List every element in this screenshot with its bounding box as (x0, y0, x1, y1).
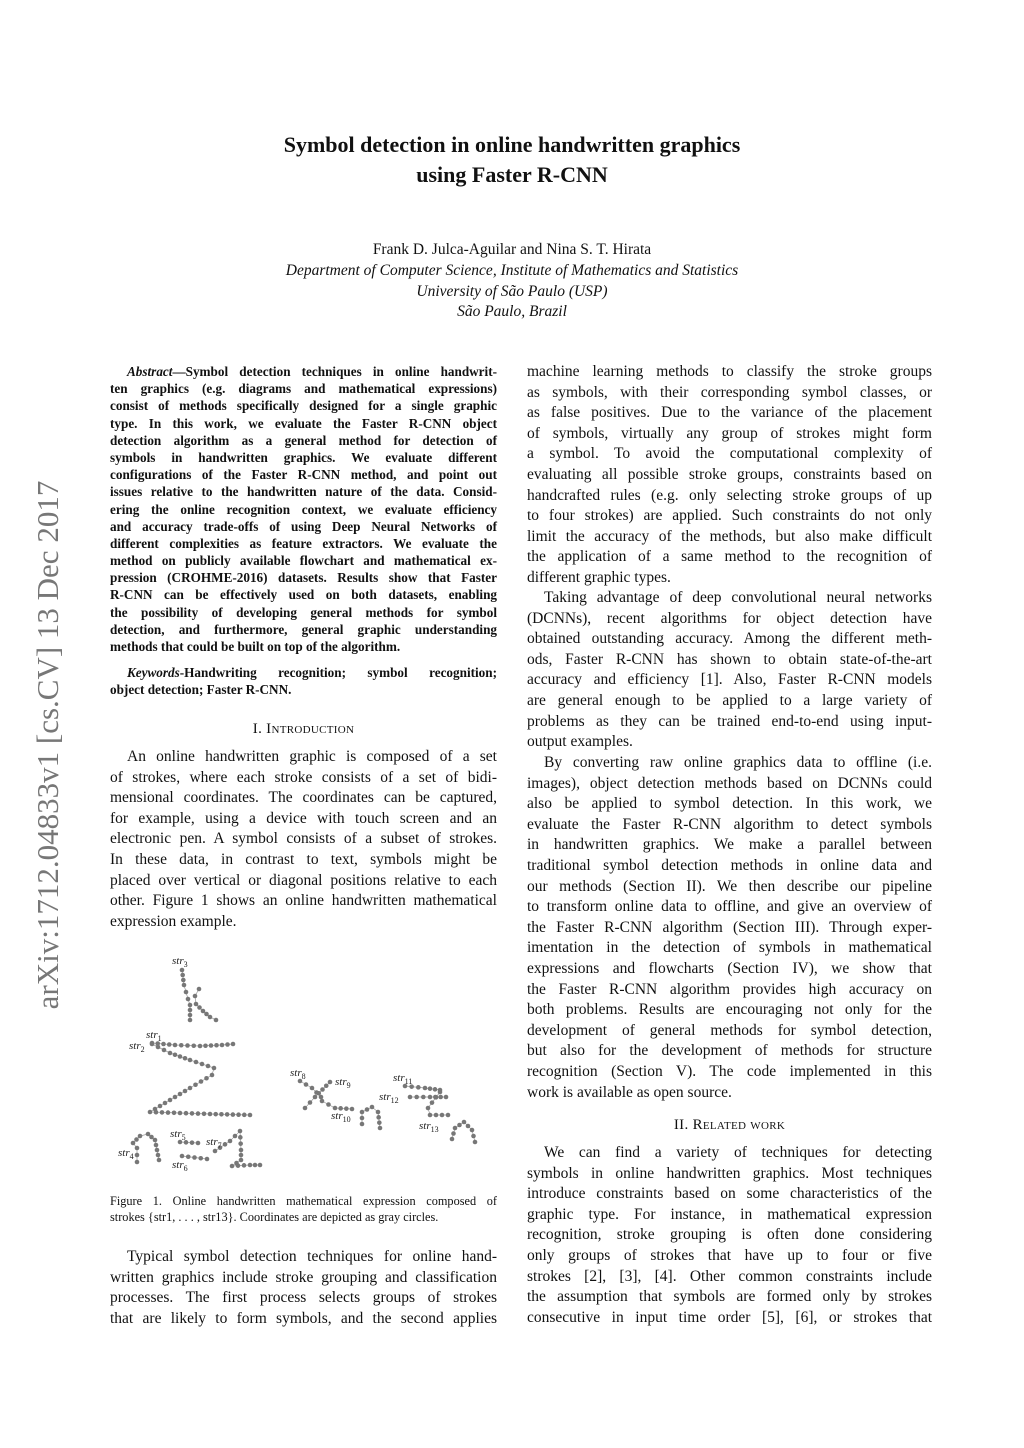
text-line: (DCNNs), recent algorithms for object detection have (527, 609, 932, 627)
coordinate-dot (167, 1042, 172, 1047)
coordinate-dot (258, 1163, 263, 1168)
caption-line: strokes {str1, . . . , str13}. Coordinates are depicted as gray circles. (110, 1210, 439, 1224)
coordinate-dot (440, 1113, 445, 1118)
coordinate-dot (188, 1086, 193, 1091)
text-line: other. Figure 1 shows an online handwritten mathematical (110, 892, 497, 910)
coordinate-dot (200, 1062, 205, 1067)
coordinate-dot (438, 1090, 443, 1095)
coordinate-dot (228, 1139, 233, 1144)
coordinate-dot (253, 1163, 258, 1168)
paragraph (110, 1247, 497, 1329)
coordinate-dot (304, 1082, 309, 1087)
text-line: mensional coordinates. The coordinates can be captured, (110, 789, 497, 807)
coordinate-dot (303, 1106, 308, 1111)
coordinate-dot (146, 1132, 151, 1137)
coordinate-dot (421, 1095, 426, 1100)
stroke-label: str$_7$ (206, 1136, 222, 1150)
coordinate-dot (190, 1140, 195, 1145)
affiliation-line: Department of Computer Science, Institute of Mathematics and Statistics (285, 262, 739, 279)
abstract-label: Abstract (127, 364, 173, 379)
coordinate-dot (188, 1003, 193, 1008)
text-line: evaluate the Faster R-CNN algorithm to detect symbols (527, 815, 932, 833)
coordinate-dot (326, 1102, 331, 1107)
coordinate-dot (153, 1138, 158, 1143)
abstract-line: methods that could be built on top of the algorithm. (110, 639, 401, 654)
stroke-label: str$_{11}$ (393, 1072, 413, 1086)
paragraph (527, 1143, 932, 1328)
coordinate-dot (178, 1054, 183, 1059)
text-line: as symbols, with their corresponding symbol classes, or (527, 383, 932, 401)
coordinate-dot (155, 1148, 160, 1153)
text-line: Typical symbol detection techniques for online hand- (127, 1248, 497, 1265)
coordinate-dot (236, 1163, 241, 1168)
coordinate-dot (183, 1056, 188, 1061)
coordinate-dot (434, 1095, 439, 1100)
coordinate-dot (197, 1005, 202, 1010)
coordinate-dot (173, 1043, 178, 1048)
authors: Frank D. Julca-Aguilar and Nina S. T. Hirata (372, 241, 652, 258)
coordinate-dot (473, 1140, 478, 1145)
coordinate-dot (316, 1091, 321, 1096)
coordinate-dot (154, 1143, 159, 1148)
coordinate-dot (453, 1126, 458, 1131)
text-line: symbols in online handwritten graphics. Most techniques (527, 1164, 932, 1182)
text-line: accuracy and efficiency [1]. Also, Faster R-CNN models (527, 671, 932, 689)
coordinate-dot (199, 1079, 204, 1084)
text-line: images), object detection methods based on DCNNs could (527, 774, 932, 792)
stroke-label: str$_9$ (335, 1076, 351, 1090)
coordinate-dot (209, 1043, 214, 1048)
text-line: recognition, stroke grouping is often done considering (527, 1226, 932, 1244)
coordinate-dot (201, 1009, 206, 1014)
text-line: introduce constraints based on some characteristics of the (527, 1185, 932, 1203)
coordinate-dot (180, 1154, 185, 1159)
text-line: that are likely to form symbols, and the second applies (110, 1309, 497, 1327)
section-heading-related-work: II. Related work (673, 1117, 786, 1133)
coordinate-dot (161, 1042, 166, 1047)
abstract-line: R-CNN can be effectively used on both datasets, enabling (110, 587, 497, 603)
text-line: strokes [2], [3], [4]. Other common constraints include (527, 1267, 932, 1285)
coordinate-dot (220, 1043, 225, 1048)
coordinate-dot (163, 1101, 168, 1106)
coordinate-dot (160, 1110, 165, 1115)
coordinate-dot (344, 1106, 349, 1111)
coordinate-dot (219, 1112, 224, 1117)
text-line: development of general methods for symbol detection, (527, 1021, 932, 1039)
abstract-text: —Symbol detection techniques in online handwrit- (172, 364, 497, 379)
keywords-label: Keywords (127, 665, 180, 680)
coordinate-dot (194, 1002, 199, 1007)
coordinate-dot (462, 1120, 467, 1125)
text-line: the application of a same method to the recognition of (527, 548, 932, 566)
text-line: expressions and flowcharts (Section IV), we show that (527, 959, 932, 977)
coordinate-dot (377, 1120, 382, 1125)
paragraph (527, 753, 932, 1103)
coordinate-dot (173, 1095, 178, 1100)
stroke-label: str$_8$ (290, 1067, 306, 1081)
abstract-line: symbols in handwritten graphics. We evaluate different (110, 449, 497, 465)
stroke-label: str$_{10}$ (331, 1110, 351, 1124)
coordinate-dot (370, 1105, 375, 1110)
affiliation-line: São Paulo, Brazil (457, 303, 567, 320)
text-line: written graphics include stroke grouping and classification (110, 1268, 497, 1286)
coordinate-dot (428, 1113, 433, 1118)
coordinate-dot (168, 1051, 173, 1056)
coordinate-dot (181, 978, 186, 983)
abstract-line: pression (CROHME-2016) datasets. Results show that Faster (110, 570, 497, 586)
text-line: of strokes, where each stroke consists of a set of bidi- (110, 768, 497, 786)
coordinate-dot (430, 1100, 435, 1105)
coordinate-dot (194, 1060, 199, 1065)
coordinate-dot (433, 1087, 438, 1092)
coordinate-dot (173, 1052, 178, 1057)
coordinate-dot (204, 1076, 209, 1081)
paper-title-line-1: Symbol detection in online handwritten graphics (283, 132, 741, 157)
coordinate-dot (202, 1112, 207, 1117)
text-line: traditional symbol detection methods in online data and (527, 856, 932, 874)
arxiv-identifier: arXiv:1712.04833v1 [cs.CV] 13 Dec 2017 (30, 480, 65, 1010)
coordinate-dot (238, 1141, 243, 1146)
abstract-line: the possibility of developing general methods for symbol (110, 604, 497, 620)
coordinate-dot (231, 1042, 236, 1047)
coordinate-dot (172, 1111, 177, 1116)
coordinate-dot (350, 1107, 355, 1112)
coordinate-dot (197, 987, 202, 992)
coordinate-dot (198, 1044, 203, 1049)
coordinate-dot (360, 1110, 365, 1115)
coordinate-dot (320, 1087, 325, 1092)
text-line: Taking advantage of deep convolutional neural networks (544, 589, 932, 606)
coordinate-dot (192, 1155, 197, 1160)
coordinate-dot (360, 1122, 365, 1127)
text-line: handcrafted rules (e.g. only selecting stroke groups of up (527, 486, 932, 504)
coordinate-dot (188, 1013, 193, 1018)
abstract-line: detection, and furthermore, general graphic understanding (110, 621, 497, 637)
text-line: In these data, in contrast to text, symbols might be (110, 850, 497, 868)
coordinate-dot (178, 1092, 183, 1097)
coordinate-dot (223, 1142, 228, 1147)
coordinate-dot (162, 1048, 167, 1053)
coordinate-dot (238, 1135, 243, 1140)
coordinate-dot (248, 1163, 253, 1168)
text-line: ods, Faster R-CNN has shown to obtain state-of-the-art (527, 650, 932, 668)
coordinate-dot (408, 1095, 413, 1100)
coordinate-dot (313, 1095, 318, 1100)
abstract-line: different complexities as feature extractors. We evaluate the (110, 535, 497, 551)
coordinate-dot (182, 983, 187, 988)
keywords-text: -Handwriting recognition; symbol recognition; (179, 665, 497, 680)
coordinate-dot (376, 1110, 381, 1115)
stroke-label: str$_4$ (118, 1147, 134, 1161)
coordinate-dot (184, 990, 189, 995)
coordinate-dot (138, 1134, 143, 1139)
coordinate-dot (214, 1018, 219, 1023)
coordinate-dot (149, 1135, 154, 1140)
coordinate-dot (135, 1146, 140, 1151)
abstract-line: consist of methods specifically designed for a single graphic (110, 398, 497, 414)
coordinate-dot (196, 1111, 201, 1116)
abstract-line: ering the online recognition context, we evaluate efficiency (110, 501, 497, 517)
coordinate-dot (196, 1141, 201, 1146)
coordinate-dot (239, 1153, 244, 1158)
text-line: electronic pen. A symbol consists of a subset of strokes. (110, 830, 497, 848)
text-line: our methods (Section II). We then describe our pipeline (527, 877, 932, 895)
coordinate-dot (444, 1095, 449, 1100)
coordinate-dot (180, 973, 185, 978)
abstract-line: ten graphics (e.g. diagrams and mathematical expressions) (110, 381, 497, 397)
coordinate-dot (426, 1106, 431, 1111)
coordinate-dot (205, 1157, 210, 1162)
coordinate-dot (188, 1058, 193, 1063)
coordinate-dot (193, 1082, 198, 1087)
coordinate-dot (320, 1099, 325, 1104)
coordinate-dot (166, 1110, 171, 1115)
coordinate-dot (186, 1154, 191, 1159)
coordinate-dot (148, 1110, 153, 1115)
text-line: recognition (Section V). The code implemented in this (527, 1062, 932, 1080)
text-line: a symbol. To avoid the computational complexity of (527, 445, 932, 463)
text-line: expression example. (110, 912, 237, 930)
coordinate-dot (213, 1112, 218, 1117)
text-line: to transform online data to offline, and give an overview of (527, 898, 932, 916)
paragraph (527, 362, 932, 589)
coordinate-dot (414, 1095, 419, 1100)
coordinate-dot (470, 1128, 475, 1133)
coordinate-dot (236, 1112, 241, 1117)
coordinate-dot (210, 1073, 215, 1078)
stroke-label: str$_2$ (129, 1040, 145, 1054)
text-line: but also for the development of methods for structure (527, 1042, 932, 1060)
stroke-path (182, 970, 190, 1020)
coordinate-dot (193, 994, 198, 999)
coordinate-dot (135, 1153, 140, 1158)
coordinate-dot (310, 1086, 315, 1091)
text-line: We can find a variety of techniques for detecting (544, 1144, 932, 1161)
text-line: the Faster R-CNN algorithm (Section III). Through exper- (527, 918, 932, 936)
coordinate-dot (208, 1112, 213, 1117)
text-line: imentation in the detection of symbols in mathematical (527, 939, 932, 957)
coordinate-dot (428, 1095, 433, 1100)
text-line: problems as they can be trained end-to-end using input- (527, 712, 932, 730)
coordinate-dot (131, 1141, 136, 1146)
paragraph (527, 588, 932, 753)
section-heading-introduction: I. Introduction (252, 721, 355, 737)
text-line: in handwritten graphics. We make a parallel between (527, 836, 932, 854)
coordinate-dot (471, 1134, 476, 1139)
coordinate-dot (239, 1158, 244, 1163)
coordinate-dot (423, 1086, 428, 1091)
text-line: the assumption that symbols are formed only by strokes (527, 1288, 932, 1306)
coordinate-dot (188, 1008, 193, 1013)
stroke-label: str$_{13}$ (419, 1120, 439, 1134)
coordinate-dot (134, 1137, 139, 1142)
stroke-label: str$_1$ (146, 1029, 162, 1043)
stroke-label: str$_{12}$ (379, 1091, 399, 1105)
coordinate-dot (178, 1111, 183, 1116)
abstract-line: type. In this work, we evaluate the Faster R-CNN object (110, 415, 497, 431)
text-line: the Faster R-CNN algorithm provides high accuracy on (527, 980, 932, 998)
coordinate-dot (230, 1164, 235, 1169)
coordinate-dot (239, 1148, 244, 1153)
coordinate-dot (225, 1042, 230, 1047)
coordinate-dot (186, 997, 191, 1002)
coordinate-dot (376, 1115, 381, 1120)
coordinate-dot (324, 1083, 329, 1088)
coordinate-dot (308, 1100, 313, 1105)
coordinate-dot (191, 1043, 196, 1048)
figure-caption (110, 1193, 497, 1225)
coordinate-dot (225, 1112, 230, 1117)
coordinate-dot (434, 1113, 439, 1118)
coordinate-dot (378, 1126, 383, 1131)
coordinate-dot (168, 1098, 173, 1103)
coordinate-dot (156, 1045, 161, 1050)
affiliation-line: University of São Paulo (USP) (416, 283, 608, 300)
coordinate-dot (190, 1111, 195, 1116)
coordinate-dot (183, 1089, 188, 1094)
coordinate-dot (238, 1129, 243, 1134)
coordinate-dot (457, 1123, 462, 1128)
abstract-line: configurations of the Faster R-CNN method, and point out (110, 467, 497, 483)
coordinate-dot (185, 1043, 190, 1048)
coordinate-dot (156, 1153, 161, 1158)
text-line: graphic type. For instance, in mathematical expression (527, 1205, 932, 1223)
coordinate-dot (428, 1086, 433, 1091)
text-line: processes. The first process selects groups of strokes (110, 1289, 497, 1307)
text-line: work is available as open source. (527, 1083, 732, 1101)
coordinate-dot (158, 1104, 163, 1109)
coordinate-dot (450, 1137, 455, 1142)
text-line: limit the accuracy of the methods, but also make difficult (527, 527, 932, 545)
text-line: consecutive in input time order [5], [6], or strokes that (527, 1308, 932, 1326)
coordinate-dot (208, 1015, 213, 1020)
coordinate-dot (157, 1158, 162, 1163)
coordinate-dot (206, 1064, 211, 1069)
coordinate-dot (242, 1113, 247, 1118)
paper-title-line-2: using Faster R-CNN (416, 162, 608, 187)
text-line: evaluating all possible stroke groups, constraints based on (527, 465, 932, 483)
stroke-label: str$_6$ (172, 1159, 188, 1173)
text-line: By converting raw online graphics data to offline (i.e. (544, 754, 932, 771)
abstract-line: detection algorithm as a general method for detection of (110, 432, 497, 448)
abstract-line: issues relative to the handwritten nature of the data. Consid- (110, 484, 497, 500)
text-line: as false positives. Due to the variance of the placement (527, 404, 932, 422)
text-line: obtained outstanding accuracy. Among the different meth- (527, 630, 932, 648)
abstract-line: and accuracy trade-offs of using Deep Neural Networks of (110, 518, 497, 534)
coordinate-dot (203, 1043, 208, 1048)
coordinate-dot (204, 1012, 209, 1017)
coordinate-dot (233, 1134, 238, 1139)
text-line: only groups of strokes that have up to four or five (527, 1246, 932, 1264)
keywords-text: object detection; Faster R-CNN. (110, 682, 292, 698)
text-line: are general enough to be applied to a large variety of (527, 691, 932, 709)
coordinate-dot (360, 1116, 365, 1121)
text-line: of symbols, virtually any group of strokes might form (527, 424, 932, 442)
text-line: for example, using a device with touch screen and an (110, 809, 497, 827)
stroke-label: str$_3$ (172, 955, 188, 969)
stroke-path (180, 1142, 198, 1143)
coordinate-dot (212, 1066, 217, 1071)
text-line: machine learning methods to classify the stroke groups (527, 363, 932, 380)
coordinate-dot (242, 1163, 247, 1168)
stroke-label: str$_5$ (170, 1128, 186, 1142)
text-line: placed over vertical or diagonal positions relative to each (110, 871, 497, 889)
coordinate-dot (154, 1110, 159, 1115)
abstract-line: method on publicly available flowchart and mathematical ex- (110, 553, 497, 569)
text-line: both problems. Results are encouraging not only for the (527, 1001, 932, 1019)
text-line: also be applied to symbol detection. In this work, we (527, 795, 932, 813)
coordinate-dot (213, 1149, 218, 1154)
coordinate-dot (231, 1112, 236, 1117)
coordinate-dot (198, 1156, 203, 1161)
coordinate-dot (248, 1113, 253, 1118)
text-line: An online handwritten graphic is composed of a set (127, 748, 497, 765)
text-line: different graphic types. (527, 568, 671, 586)
text-line: output examples. (527, 733, 633, 751)
coordinate-dot (135, 1160, 140, 1165)
coordinate-dot (438, 1095, 443, 1100)
coordinate-dot (365, 1107, 370, 1112)
coordinate-dot (188, 1018, 193, 1023)
coordinate-dot (179, 1043, 184, 1048)
text-line: to four strokes) are applied. Such constraints do not only (527, 507, 932, 525)
coordinate-dot (214, 1043, 219, 1048)
coordinate-dot (451, 1131, 456, 1136)
coordinate-dot (150, 1042, 155, 1047)
caption-line: Figure 1. Online handwritten mathematical expression composed of (110, 1194, 497, 1208)
coordinate-dot (416, 1085, 421, 1090)
coordinate-dot (328, 1080, 333, 1085)
coordinate-dot (184, 1111, 189, 1116)
coordinate-dot (446, 1113, 451, 1118)
coordinate-dot (466, 1124, 471, 1129)
